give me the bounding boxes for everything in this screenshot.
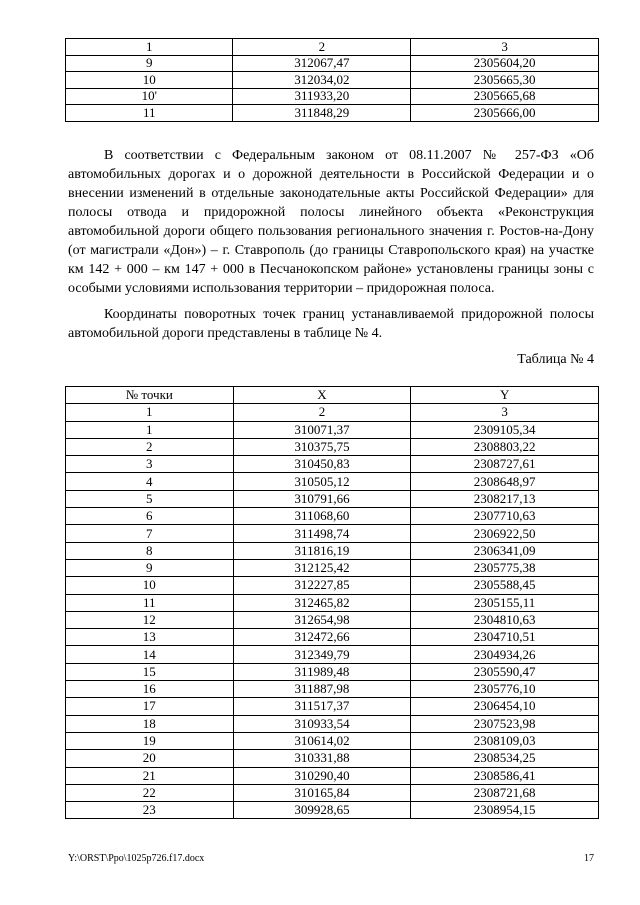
y-cell: 2309105,34 (411, 421, 599, 438)
y-cell: 2305588,45 (411, 577, 599, 594)
table-row (66, 421, 599, 438)
header-y: Y (411, 387, 599, 404)
coordinates-table-continued-body (66, 39, 599, 122)
x-cell: 312227,85 (233, 577, 411, 594)
y-cell: 2308648,97 (411, 473, 599, 490)
point-number-cell: 7 (66, 525, 234, 542)
y-cell: 2305604,20 (411, 55, 599, 72)
point-number-cell: 18 (66, 715, 234, 732)
x-cell: 310791,66 (233, 490, 411, 507)
y-cell: 2308586,41 (411, 767, 599, 784)
table-row (66, 525, 599, 542)
x-cell: 311816,19 (233, 542, 411, 559)
x-cell: 311933,20 (233, 88, 411, 105)
legal-basis-text: В соответствии с Федеральным законом от 08.11.2007 № 257-ФЗ «Об автомобильных дорогах и о дорожной деятельности в Российской Федерации и о внесении изменений в отдельные законодательные акты Российской Федерации» для полосы отвода и придорожной полосы линейного объекта «Реконструкция автомобильной дороги общего пользования регионального значения г. Ростов-на-Дону (от магистрали «Дон») – г. Ставрополь (до границы Ставропольского края) на участке км 142 + 000 – км 147 + 000 в Песчанокопском районе» установлены границы зоны с особыми условиями использования территории – придорожная полоса. (68, 148, 594, 296)
x-cell: 310450,83 (233, 456, 411, 473)
legal-basis-paragraph (68, 146, 594, 298)
coordinates-intro-paragraph (68, 305, 594, 343)
x-cell: 311989,48 (233, 663, 411, 680)
table-row (66, 698, 599, 715)
x-cell: 311498,74 (233, 525, 411, 542)
table-row (66, 72, 599, 89)
x-cell: 310331,88 (233, 750, 411, 767)
y-cell: 2305666,00 (411, 105, 599, 122)
table-row (66, 611, 599, 628)
x-cell: 310933,54 (233, 715, 411, 732)
x-cell: 312465,82 (233, 594, 411, 611)
y-cell: 2304810,63 (411, 611, 599, 628)
y-cell: 2308727,61 (411, 456, 599, 473)
x-cell: 312067,47 (233, 55, 411, 72)
x-cell: 311887,98 (233, 681, 411, 698)
y-cell: 2307710,63 (411, 508, 599, 525)
x-cell: 310165,84 (233, 784, 411, 801)
x-cell: 310071,37 (233, 421, 411, 438)
y-cell: 2305665,30 (411, 72, 599, 89)
x-cell: 312472,66 (233, 629, 411, 646)
table-row (66, 577, 599, 594)
footer-file-path: Y:\ORST\Ppo\1025p726.f17.docx (68, 853, 205, 864)
y-cell: 2308109,03 (411, 732, 599, 749)
y-cell: 2308721,68 (411, 784, 599, 801)
y-cell: 2305155,11 (411, 594, 599, 611)
x-cell: 310505,12 (233, 473, 411, 490)
y-cell: 2305665,68 (411, 88, 599, 105)
y-cell: 2308534,25 (411, 750, 599, 767)
roadside-strip-coordinates-table (65, 386, 599, 819)
table-row (66, 542, 599, 559)
y-cell: 2308954,15 (411, 802, 599, 819)
point-number-cell: 15 (66, 663, 234, 680)
point-number-cell: 11 (66, 105, 233, 122)
point-number-cell: 20 (66, 750, 234, 767)
table-row (66, 88, 599, 105)
table-row (66, 490, 599, 507)
point-number-cell: 11 (66, 594, 234, 611)
point-number-cell: 19 (66, 732, 234, 749)
table-row (66, 39, 599, 56)
point-number-cell: 13 (66, 629, 234, 646)
y-cell: 2305776,10 (411, 681, 599, 698)
page-number: 17 (584, 853, 594, 864)
table-row (66, 750, 599, 767)
x-cell: 2 (233, 39, 411, 56)
x-cell: 311068,60 (233, 508, 411, 525)
point-number-cell: 23 (66, 802, 234, 819)
table-row (66, 802, 599, 819)
point-number-cell: 21 (66, 767, 234, 784)
table-row (66, 55, 599, 72)
table-row (66, 681, 599, 698)
table-row (66, 594, 599, 611)
point-number-cell: 8 (66, 542, 234, 559)
table-row (66, 732, 599, 749)
x-cell: 310614,02 (233, 732, 411, 749)
table-row (66, 646, 599, 663)
x-cell: 312034,02 (233, 72, 411, 89)
y-cell: 2304934,26 (411, 646, 599, 663)
point-number-cell: 17 (66, 698, 234, 715)
table-row (66, 456, 599, 473)
table-row (66, 508, 599, 525)
point-number-cell: 5 (66, 490, 234, 507)
point-number-cell: 6 (66, 508, 234, 525)
header-x: X (233, 387, 411, 404)
point-number-cell: 4 (66, 473, 234, 490)
x-cell: 310375,75 (233, 438, 411, 455)
point-number-cell: 2 (66, 438, 234, 455)
x-cell: 311848,29 (233, 105, 411, 122)
roadside-strip-coordinates-body (66, 404, 599, 819)
y-cell: 2308803,22 (411, 438, 599, 455)
y-cell: 2306454,10 (411, 698, 599, 715)
table-row (66, 559, 599, 576)
y-cell: 2304710,51 (411, 629, 599, 646)
point-number-cell: 9 (66, 55, 233, 72)
coordinates-table-continued (65, 38, 599, 122)
y-cell: 3 (411, 39, 599, 56)
point-number-cell: 10' (66, 88, 233, 105)
y-cell: 3 (411, 404, 599, 421)
point-number-cell: 9 (66, 559, 234, 576)
y-cell: 2305590,47 (411, 663, 599, 680)
point-number-cell: 3 (66, 456, 234, 473)
point-number-cell: 1 (66, 39, 233, 56)
table-row (66, 629, 599, 646)
table-row (66, 473, 599, 490)
table-row (66, 105, 599, 122)
table-caption: Таблица № 4 (517, 352, 594, 367)
x-cell: 312349,79 (233, 646, 411, 663)
x-cell: 2 (233, 404, 411, 421)
point-number-cell: 10 (66, 577, 234, 594)
table-row (66, 663, 599, 680)
x-cell: 312654,98 (233, 611, 411, 628)
x-cell: 309928,65 (233, 802, 411, 819)
y-cell: 2305775,38 (411, 559, 599, 576)
table-row (66, 404, 599, 421)
table-header-row (66, 387, 599, 404)
table-row (66, 784, 599, 801)
table-row (66, 715, 599, 732)
y-cell: 2308217,13 (411, 490, 599, 507)
header-point-number: № точки (66, 387, 234, 404)
point-number-cell: 1 (66, 421, 234, 438)
y-cell: 2307523,98 (411, 715, 599, 732)
point-number-cell: 22 (66, 784, 234, 801)
table-row (66, 767, 599, 784)
point-number-cell: 1 (66, 404, 234, 421)
point-number-cell: 16 (66, 681, 234, 698)
x-cell: 310290,40 (233, 767, 411, 784)
table-row (66, 438, 599, 455)
point-number-cell: 12 (66, 611, 234, 628)
x-cell: 312125,42 (233, 559, 411, 576)
y-cell: 2306341,09 (411, 542, 599, 559)
x-cell: 311517,37 (233, 698, 411, 715)
point-number-cell: 10 (66, 72, 233, 89)
point-number-cell: 14 (66, 646, 234, 663)
y-cell: 2306922,50 (411, 525, 599, 542)
coordinates-intro-text: Координаты поворотных точек границ устанавливаемой придорожной полосы автомобильной дороги представлены в таблице № 4. (68, 307, 594, 341)
